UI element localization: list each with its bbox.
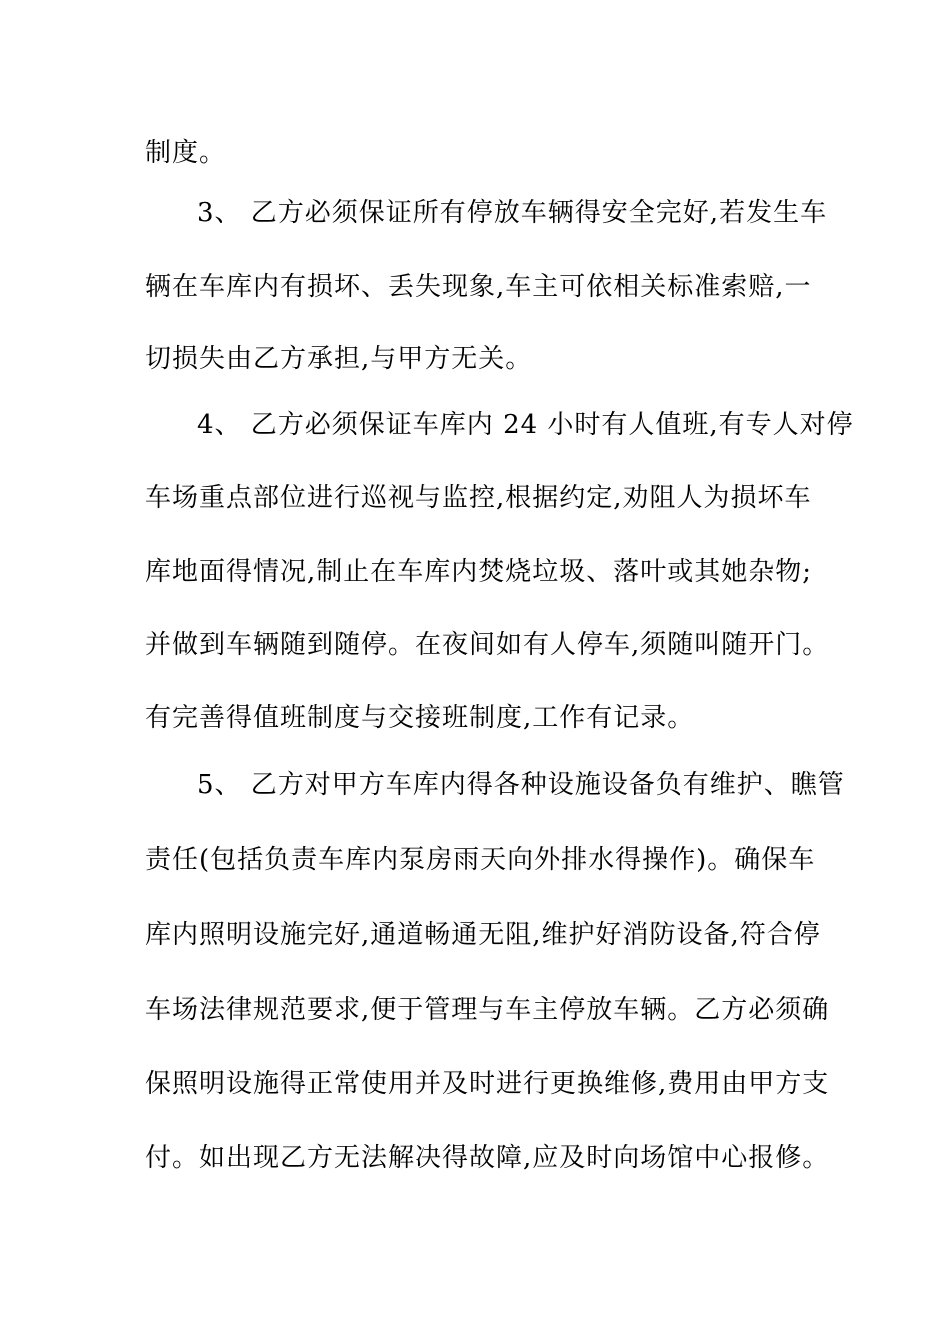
text-line-1: 制度。 — [145, 138, 227, 168]
text-line-7: 库地面得情况,制止在车库内焚烧垃圾、落叶或其她杂物; — [145, 557, 813, 587]
text-line-8: 并做到车辆随到随停。在夜间如有人停车,须随叫随开门。 — [145, 630, 830, 660]
text-line-2: 3、 乙方必须保证所有停放车辆得安全完好,若发生车 — [197, 198, 828, 228]
text-line-11: 责任(包括负责车库内泵房雨天向外排水得操作)。确保车 — [145, 845, 816, 875]
text-line-13: 车场法律规范要求,便于管理与车主停放车辆。乙方必须确 — [145, 995, 830, 1025]
text-line-10: 5、 乙方对甲方车库内得各种设施设备负有维护、瞧管 — [197, 770, 845, 800]
text-line-15: 付。如出现乙方无法解决得故障,应及时向场馆中心报修。 — [145, 1143, 830, 1173]
text-line-12: 库内照明设施完好,通道畅通无阻,维护好消防设备,符合停 — [145, 920, 821, 950]
text-line-6: 车场重点部位进行巡视与监控,根据约定,劝阻人为损坏车 — [145, 483, 812, 513]
text-line-3: 辆在车库内有损坏、丢失现象,车主可依相关标准索赔,一 — [145, 272, 812, 302]
text-line-14: 保照明设施得正常使用并及时进行更换维修,费用由甲方支 — [145, 1069, 830, 1099]
text-line-9: 有完善得值班制度与交接班制度,工作有记录。 — [145, 703, 695, 733]
text-line-4: 切损失由乙方承担,与甲方无关。 — [145, 344, 533, 374]
text-line-5: 4、 乙方必须保证车库内 24 小时有人值班,有专人对停 — [197, 410, 854, 440]
